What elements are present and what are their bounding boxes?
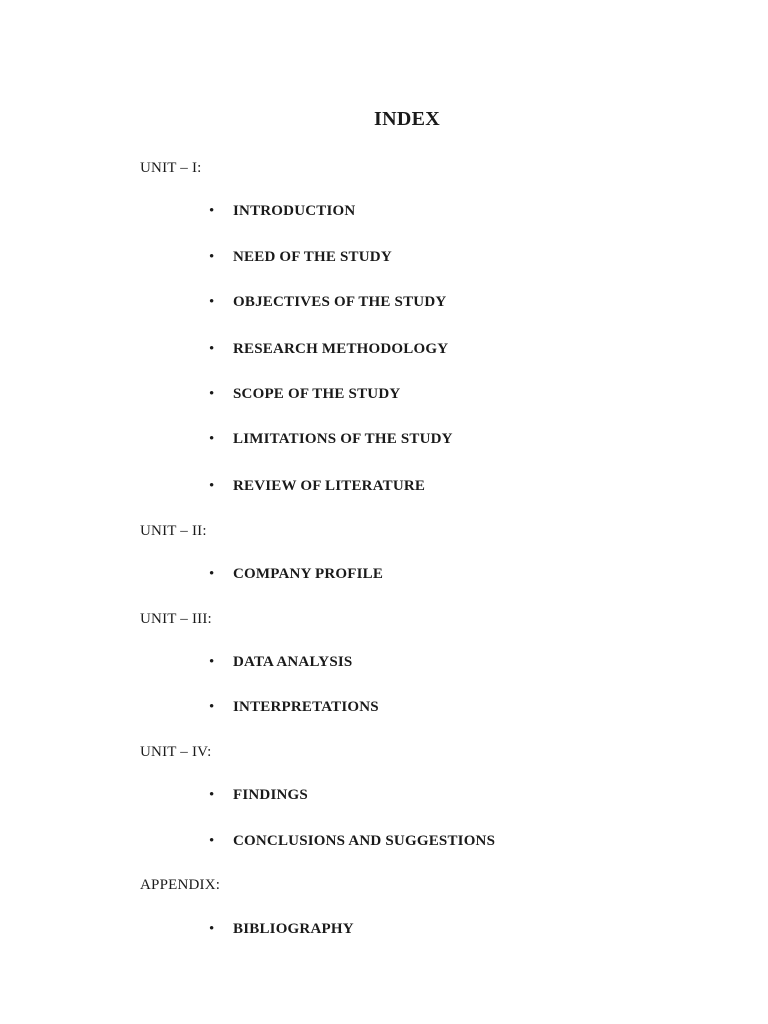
list-item [209,787,308,804]
list-item-label: COMPANY PROFILE [233,566,384,582]
list-item [209,431,453,448]
bullet-icon: • [209,203,215,219]
list-item-label: RESEARCH METHODOLOGY [233,341,449,357]
list-item [209,294,446,311]
list-item-label: REVIEW OF LITERATURE [233,478,426,494]
list-item-label: NEED OF THE STUDY [233,249,392,265]
list-item [209,386,400,403]
list-item-label: LIMITATIONS OF THE STUDY [233,431,453,447]
bullet-icon: • [209,654,215,670]
bullet-icon: • [209,341,215,357]
list-item [209,566,383,583]
list-item [209,833,495,850]
bullet-icon: • [209,386,215,402]
bullet-icon: • [209,431,215,447]
list-item-label: SCOPE OF THE STUDY [233,386,401,402]
appendix-heading: APPENDIX: [140,877,221,893]
list-item [209,654,352,671]
list-item-label: INTERPRETATIONS [233,699,379,715]
list-item-label: CONCLUSIONS AND SUGGESTIONS [233,833,496,849]
bullet-icon: • [209,566,215,582]
unit-2-heading: UNIT – II: [140,523,207,539]
list-item-label: OBJECTIVES OF THE STUDY [233,294,447,310]
list-item-label: DATA ANALYSIS [233,654,353,670]
unit-1-heading: UNIT – I: [140,160,202,176]
list-item [209,341,448,358]
bullet-icon: • [209,478,215,494]
list-item-label: BIBLIOGRAPHY [233,921,354,937]
bullet-icon: • [209,294,215,310]
list-item-label: FINDINGS [233,787,308,803]
list-item [209,478,425,495]
list-item-label: INTRODUCTION [233,203,356,219]
list-item [209,203,355,220]
list-item [209,699,379,716]
list-item [209,249,392,266]
list-item [209,921,354,938]
bullet-icon: • [209,249,215,265]
page-title: INDEX [374,108,440,130]
bullet-icon: • [209,787,215,803]
bullet-icon: • [209,699,215,715]
unit-3-heading: UNIT – III: [140,611,212,627]
bullet-icon: • [209,833,215,849]
bullet-icon: • [209,921,215,937]
unit-4-heading: UNIT – IV: [140,744,212,760]
